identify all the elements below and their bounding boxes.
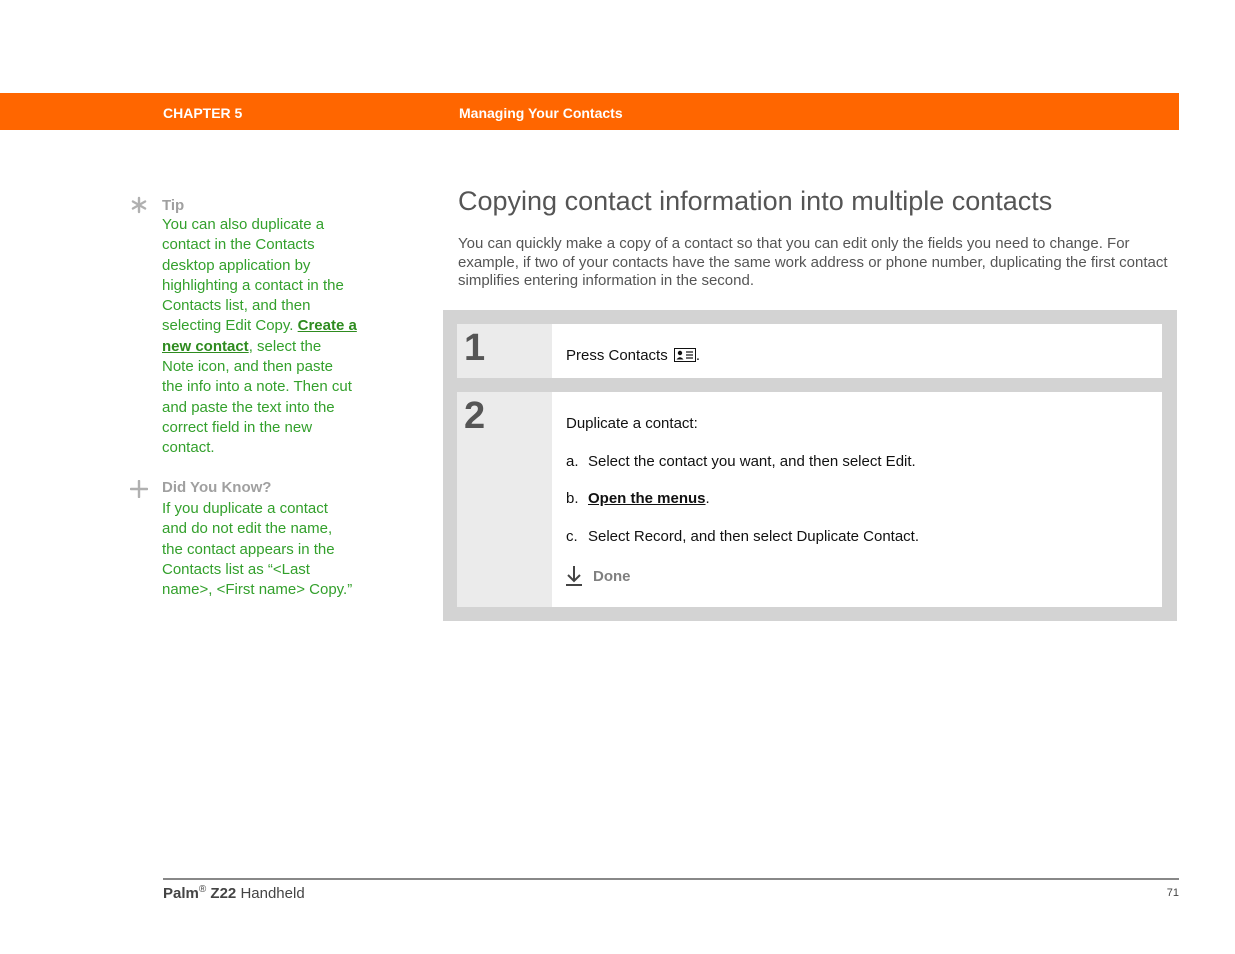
substep-c: [566, 528, 919, 545]
substep-b-suffix: .: [705, 490, 710, 507]
intro-paragraph: You can quickly make a copy of a contact so that you can edit only the fields you need to change. For example, if two of your contacts have the same work address or phone number, duplicating the first contact simplifies entering information in the second.: [458, 235, 1168, 289]
registered-mark: ®: [198, 884, 207, 895]
tip-text-before: You can also duplicate a contact in the Contacts desktop application by highlighting a contact in the Contacts list, and then selecting Edit Copy.: [162, 216, 344, 335]
substep-a-letter: a.: [566, 453, 579, 470]
step-1-label: Press Contacts: [566, 347, 668, 364]
footer-product-name: Handheld: [240, 885, 305, 902]
footer-product: [163, 884, 305, 902]
substep-b-letter: b.: [566, 490, 579, 507]
chapter-label: CHAPTER 5: [163, 105, 243, 121]
contacts-card-icon: [674, 348, 696, 362]
page-title: Copying contact information into multiple contacts: [458, 186, 1053, 216]
page-number: 71: [1166, 887, 1179, 899]
footer-brand: Palm: [163, 885, 199, 902]
done-arrow-icon: [565, 565, 583, 587]
tip-heading: Tip: [162, 197, 185, 214]
substep-a-text: Select the contact you want, and then select Edit.: [588, 453, 916, 470]
step-2-number: 2: [464, 395, 486, 437]
plus-icon: [130, 480, 148, 498]
step-1-suffix: .: [695, 347, 701, 364]
step-2-intro: Duplicate a contact:: [566, 415, 698, 432]
footer-model: Z22: [210, 885, 237, 902]
substep-b: [566, 490, 710, 507]
asterisk-icon: [130, 196, 148, 214]
did-you-know-heading: Did You Know?: [162, 479, 272, 496]
substep-a: [566, 453, 916, 470]
tip-text-after: , select the Note icon, and then paste the info into a note. Then cut and paste the text into the correct field in the new contact.: [162, 337, 352, 457]
step-1-number: 1: [464, 327, 486, 369]
open-the-menus-link[interactable]: Open the menus: [588, 490, 706, 507]
footer-rule: [163, 878, 1179, 880]
substep-c-text: Select Record, and then select Duplicate Contact.: [588, 528, 920, 545]
create-new-contact-link[interactable]: Create a new contact: [162, 317, 357, 355]
chapter-title: Managing Your Contacts: [459, 105, 623, 121]
did-you-know-text: If you duplicate a contact and do not edit the name, the contact appears in the Contacts list as “<Last name>, <First name> Copy.”: [162, 500, 353, 599]
substep-c-letter: c.: [566, 528, 578, 545]
tip-text: [162, 215, 357, 459]
step-1-text: [566, 347, 700, 364]
done-label: Done: [593, 568, 631, 585]
